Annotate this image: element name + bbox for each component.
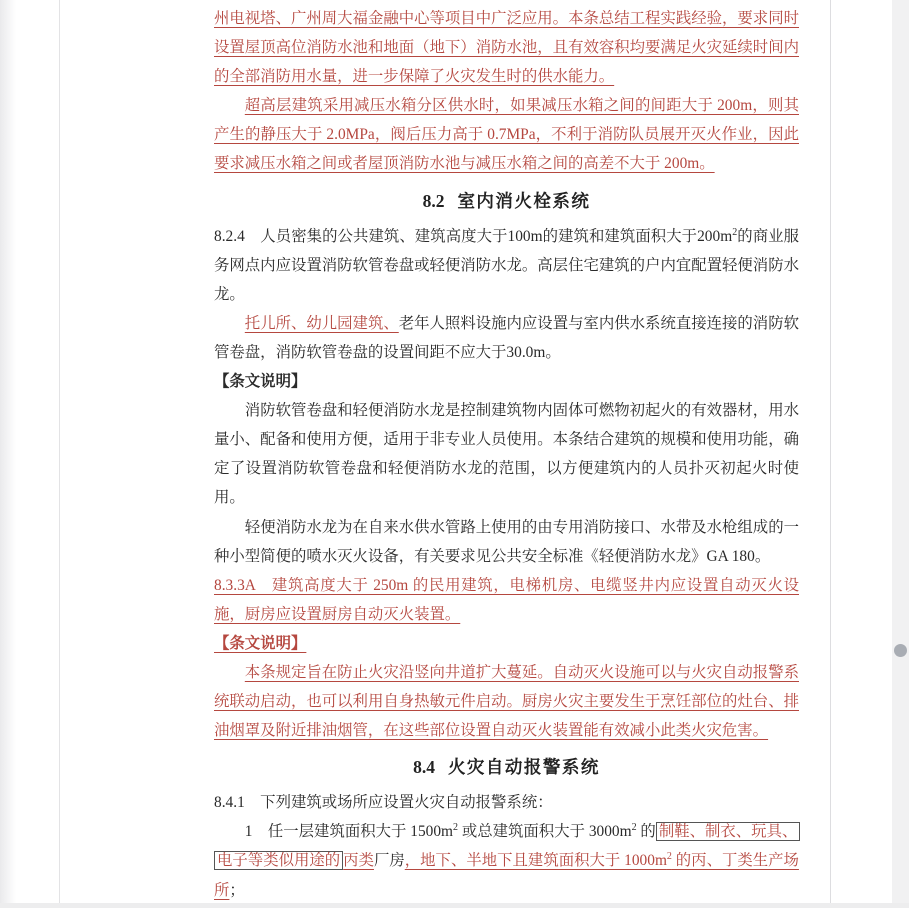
section-title: 室内消火栓系统 [457, 190, 591, 211]
bottom-edge-shade [0, 903, 909, 908]
superscript: 2 [666, 851, 672, 863]
document-page [59, 0, 831, 908]
note-label-red: 【条文说明】 [214, 634, 307, 652]
inserted-text: ，地下、半地下且建筑面积大于 1000m [404, 852, 667, 870]
clause-text: 8.2.4 人员密集的公共建筑、建筑高度大于100m的建筑和建筑面积大于200m [214, 227, 733, 245]
note-label-black: 【条文说明】 [214, 373, 307, 391]
clause-8-3-3A: 8.3.3A 建筑高度大于 250m 的民用建筑，电梯机房、电缆竖井内应设置自动灭火设施，厨房应设置厨房自动灭火装置。 [214, 576, 799, 623]
para-nursery [214, 309, 799, 367]
item-text: 厂房 [373, 852, 405, 870]
item-text: 的 [636, 823, 656, 841]
page-left-shadow [0, 0, 16, 908]
list-item-1 [214, 817, 799, 904]
superscript: 2 [732, 226, 738, 238]
item-text: ； [229, 881, 245, 899]
item-text: 1 任一层建筑面积大于 1500m [244, 823, 453, 841]
boxed-inserted-text: 制鞋、制衣、玩具、电子等类似用途的 [214, 822, 800, 870]
inserted-text: 丙类 [343, 852, 374, 870]
para-revision-pressure: 超高层建筑采用减压水箱分区供水时，如果减压水箱之间的间距大于 200m，则其产生的静压大于 2.0MPa，阀后压力高于 0.7MPa，不利于消防队员展开灭火作业，因此要求减压水箱之间或者屋顶消防水池与减压水箱之间的高差不大于 200m。 [214, 97, 799, 173]
clause-text: 的商业服务网点内应设置消防软管卷盘或轻便消防水龙。高层住宅建筑的户内宜配置轻便消防水龙。 [214, 227, 799, 303]
scrollbar-track[interactable] [892, 0, 909, 908]
section-number: 8.4 [413, 757, 435, 778]
scrollbar-dot[interactable] [894, 644, 907, 657]
inserted-text: 托儿所、幼儿园建筑、 [244, 314, 399, 332]
superscript: 2 [453, 822, 458, 834]
section-title: 火灾自动报警系统 [447, 757, 600, 778]
clause-8-4-1: 8.4.1 下列建筑或场所应设置火灾自动报警系统： [214, 794, 553, 812]
para-note-auto-extinguish: 本条规定旨在防止火灾沿竖向井道扩大蔓延。自动灭火设施可以与火灾自动报警系统联动启动，也可以利用自身热敏元件启动。厨房火灾主要发生于烹饪部位的灶台、排油烟罩及附近排油烟管，在这些部位设置自动灭火装置能有效减小此类火灾危害。 [214, 663, 799, 740]
para-note-hose-reel: 消防软管卷盘和轻便消防水龙是控制建筑物内固体可燃物初起火的有效器材，用水量小、配备和使用方便，适用于非专业人员使用。本条结合建筑的规模和使用功能，确定了设置消防软管卷盘和轻便消防水龙的范围，以方便建筑内的人员扑灭初起火时使用。 [214, 402, 799, 507]
para-note-light-hose: 轻便消防水龙为在自来水供水管路上使用的由专用消防接口、水带及水枪组成的一种小型简便的喷水灭火设备，有关要求见公共安全标准《轻便消防水龙》GA 180。 [214, 518, 799, 565]
section-heading-8-2 [214, 185, 799, 217]
document-text-column [214, 4, 799, 905]
section-heading-8-4 [214, 751, 799, 783]
clause-8-2-4 [214, 222, 799, 309]
para-revision-water-tank: 州电视塔、广州周大福金融中心等项目中广泛应用。本条总结工程实践经验，要求同时设置屋顶高位消防水池和地面（地下）消防水池，且有效容积均要满足火灾延续时间内的全部消防用水量，进一步保障了火灾发生时的供水能力。 [214, 10, 799, 86]
section-number: 8.2 [422, 190, 445, 211]
superscript: 2 [631, 822, 637, 834]
inserted-text: 的丙、丁类生产场所 [214, 852, 799, 899]
clause-text: 老年人照料设施内应设置与室内供水系统直接连接的消防软管卷盘，消防软管卷盘的设置间距不应大于30.0m。 [214, 314, 799, 361]
item-text: 或总建筑面积大于 3000m [458, 823, 632, 841]
